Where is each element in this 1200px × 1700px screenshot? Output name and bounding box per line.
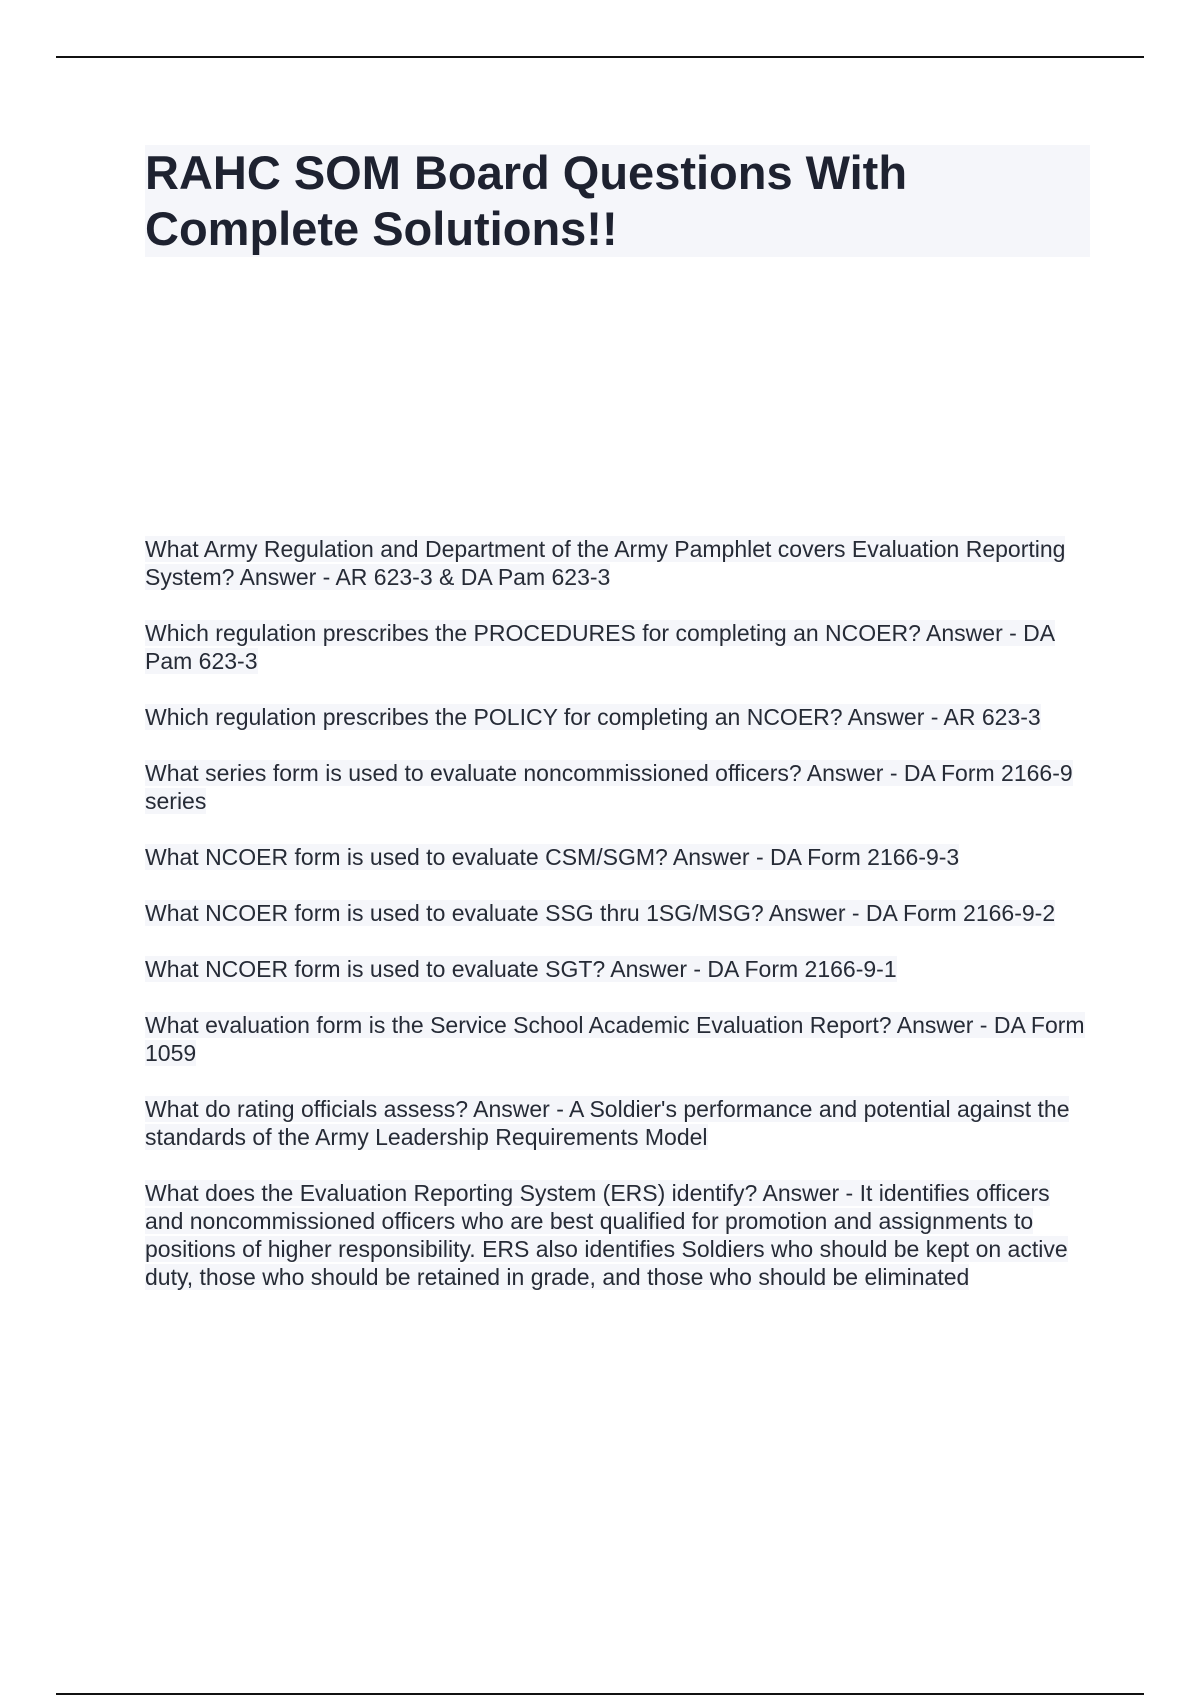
top-divider bbox=[56, 56, 1144, 58]
qa-text: What NCOER form is used to evaluate CSM/SGM? Answer - DA Form 2166-9-3 bbox=[145, 844, 960, 870]
qa-item bbox=[145, 1179, 1090, 1291]
qa-text: What evaluation form is the Service School Academic Evaluation Report? Answer - DA Form 1059 bbox=[145, 1012, 1085, 1066]
qa-item bbox=[145, 1095, 1090, 1151]
qa-item bbox=[145, 535, 1090, 591]
qa-item bbox=[145, 843, 1090, 871]
qa-text: What do rating officials assess? Answer - A Soldier's performance and potential against the standards of the Army Leadership Requirements Model bbox=[145, 1096, 1070, 1150]
title-block bbox=[145, 145, 1090, 257]
qa-item bbox=[145, 619, 1090, 675]
qa-text: What NCOER form is used to evaluate SSG thru 1SG/MSG? Answer - DA Form 2166-9-2 bbox=[145, 900, 1056, 926]
bottom-divider bbox=[56, 1693, 1144, 1695]
qa-item bbox=[145, 703, 1090, 731]
qa-list bbox=[145, 535, 1090, 1319]
qa-item bbox=[145, 759, 1090, 815]
qa-text: What series form is used to evaluate noncommissioned officers? Answer - DA Form 2166-9 series bbox=[145, 760, 1073, 814]
qa-text: What Army Regulation and Department of the Army Pamphlet covers Evaluation Reporting System? Answer - AR 623-3 & DA Pam 623-3 bbox=[145, 536, 1066, 590]
qa-item bbox=[145, 899, 1090, 927]
qa-text: What NCOER form is used to evaluate SGT? Answer - DA Form 2166-9-1 bbox=[145, 956, 897, 982]
qa-text: Which regulation prescribes the POLICY for completing an NCOER? Answer - AR 623-3 bbox=[145, 704, 1041, 730]
qa-text: Which regulation prescribes the PROCEDURES for completing an NCOER? Answer - DA Pam 623-3 bbox=[145, 620, 1056, 674]
qa-item bbox=[145, 1011, 1090, 1067]
qa-item bbox=[145, 955, 1090, 983]
document-title: RAHC SOM Board Questions With Complete Solutions!! bbox=[145, 146, 908, 255]
qa-text: What does the Evaluation Reporting System (ERS) identify? Answer - It identifies officers and noncommissioned officers who are best qualified for promotion and assignments to positions of higher responsibility. ERS also identifies Soldiers who should be kept on active duty, those who should be retained in grade, and those who should be eliminated bbox=[145, 1180, 1068, 1290]
